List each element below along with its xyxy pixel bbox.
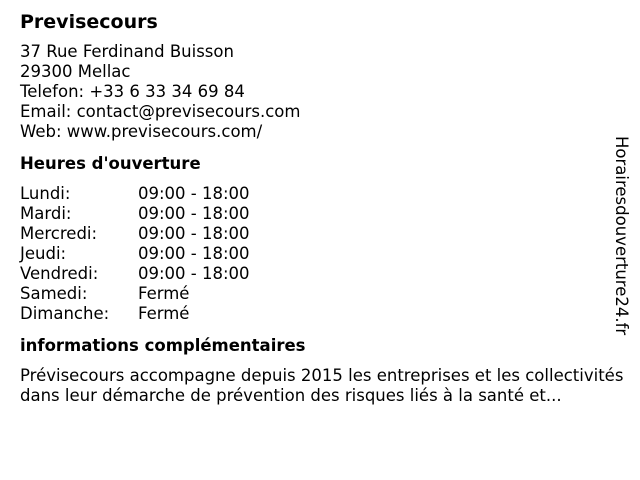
info-description: Prévisecours accompagne depuis 2015 les entreprises et les collectivités dans leur démarche de prévention des risques liés à la santé et... (20, 366, 624, 405)
address-city: 29300 Mellac (20, 62, 131, 81)
hours-day: Vendredi: (20, 264, 99, 283)
hours-time: 09:00 - 18:00 (138, 204, 250, 223)
phone-line: Telefon: +33 6 33 34 69 84 (20, 82, 245, 101)
hours-day: Lundi: (20, 184, 71, 203)
hours-heading: Heures d'ouverture (20, 154, 201, 173)
hours-day: Jeudi: (20, 244, 67, 263)
hours-row-mardi (20, 204, 620, 224)
hours-row-lundi (20, 184, 620, 204)
hours-row-dimanche (20, 304, 620, 324)
hours-time: Fermé (138, 284, 190, 303)
hours-row-jeudi (20, 244, 620, 264)
hours-time: 09:00 - 18:00 (138, 244, 250, 263)
hours-row-vendredi (20, 264, 620, 284)
hours-time: 09:00 - 18:00 (138, 264, 250, 283)
hours-time: Fermé (138, 304, 190, 323)
site-watermark: Horairesdouverture24.fr (612, 136, 631, 336)
business-name: Previsecours (20, 11, 158, 33)
hours-day: Mardi: (20, 204, 72, 223)
hours-time: 09:00 - 18:00 (138, 224, 250, 243)
info-heading: informations complémentaires (20, 336, 306, 355)
hours-time: 09:00 - 18:00 (138, 184, 250, 203)
hours-table (20, 184, 620, 324)
web-line: Web: www.previsecours.com/ (20, 122, 263, 141)
hours-row-mercredi (20, 224, 620, 244)
hours-day: Samedi: (20, 284, 88, 303)
hours-day: Dimanche: (20, 304, 110, 323)
hours-day: Mercredi: (20, 224, 98, 243)
email-line: Email: contact@previsecours.com (20, 102, 301, 121)
address-street: 37 Rue Ferdinand Buisson (20, 42, 234, 61)
hours-row-samedi (20, 284, 620, 304)
